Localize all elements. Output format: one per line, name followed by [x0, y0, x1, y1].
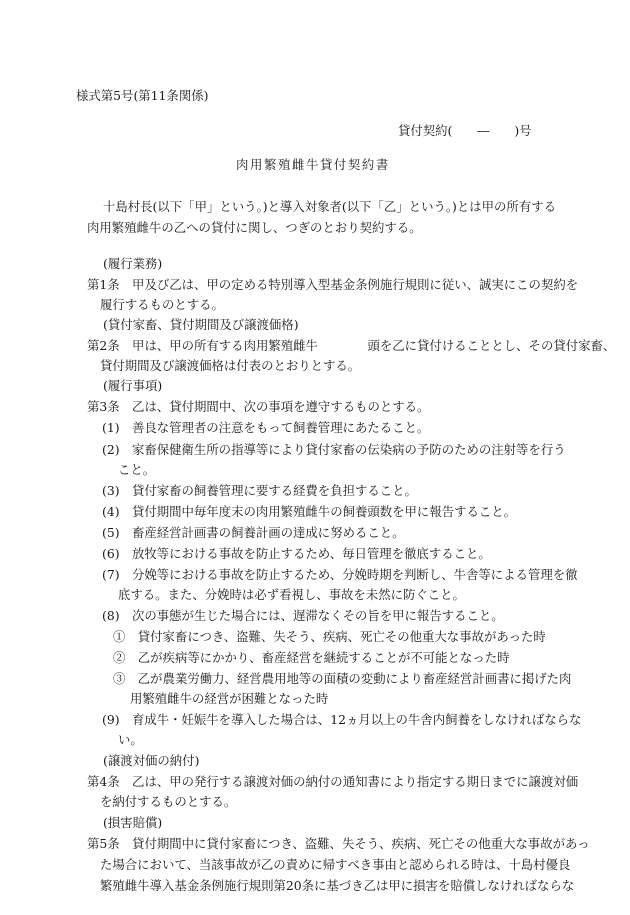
article-4-cont: を納付するものとする。 — [100, 794, 237, 809]
article-1: 第1条 甲及び乙は、甲の定める特別導入型基金条例施行規則に従い、誠実にこの契約を — [87, 277, 579, 292]
heading-performance: (履行業務) — [103, 256, 163, 271]
sub-item-3-cont: 用繁殖雌牛の経営が困難となった時 — [130, 691, 329, 706]
item-9: (9) 育成牛・妊娠牛を導入した場合は、12ヵ月以上の牛舎内飼養をしなければならな — [102, 712, 582, 727]
item-8: (8) 次の事態が生じた場合には、遅滞なくその旨を甲に報告すること。 — [102, 608, 504, 623]
article-2: 第2条 甲は、甲の所有する肉用繁殖雌牛 頭を乙に貸付けることとし、その貸付家畜、 — [87, 338, 616, 353]
heading-damages: (損害賠償) — [103, 815, 163, 830]
article-1-cont: 履行するものとする。 — [100, 297, 224, 312]
heading-payment: (譲渡対価の納付) — [103, 753, 200, 768]
item-4: (4) 貸付期間中毎年度末の肉用繁殖雌牛の飼養頭数を甲に報告すること。 — [102, 504, 517, 519]
contract-number: 貸付契約( ― )号 — [398, 123, 532, 138]
sub-item-1: ① 貸付家畜につき、盗難、失そう、疾病、死亡その他重大な事故があった時 — [113, 629, 546, 644]
article-5: 第5条 貸付期間中に貸付家畜につき、盗難、失そう、疾病、死亡その他重大な事故があっ — [87, 836, 590, 851]
document-title: 肉用繁殖雌牛貸付契約書 — [236, 157, 390, 172]
article-4: 第4条 乙は、甲の発行する譲渡対価の納付の通知書により指定する期日までに譲渡対価 — [87, 774, 579, 789]
article-2-cont: 貸付期間及び譲渡価格は付表のとおりとする。 — [100, 358, 361, 373]
item-3: (3) 貸付家畜の飼養管理に要する経費を負担すること。 — [102, 483, 417, 498]
article-3: 第3条 乙は、貸付期間中、次の事項を遵守するものとする。 — [87, 399, 430, 414]
preamble-line: 肉用繁殖雌牛の乙への貸付に関し、つぎのとおり契約する。 — [87, 220, 422, 235]
preamble-line: 十島村長(以下「甲」という。)と導入対象者(以下「乙」という。)とは甲の所有する — [103, 199, 556, 214]
item-6: (6) 放牧等における事故を防止するため、毎日管理を徹底すること。 — [102, 546, 491, 561]
sub-item-2: ② 乙が疾病等にかかり、畜産経営を継続することが不可能となった時 — [113, 650, 510, 665]
item-7-cont: 底する。また、分娩時は必ず看視し、事故を未然に防ぐこと。 — [118, 587, 465, 602]
item-2: (2) 家畜保健衛生所の指導等により貸付家畜の伝染病の予防のための注射等を行う — [102, 442, 566, 457]
heading-loan: (貸付家畜、貸付期間及び譲渡価格) — [103, 317, 299, 332]
item-5: (5) 畜産経営計画書の飼養計画の達成に努めること。 — [102, 525, 405, 540]
article-5-cont: た場合において、当該事故が乙の責めに帰すべき事由と認められる時は、十島村優良 — [100, 857, 571, 872]
article-5-cont: 繁殖雌牛導入基金条例施行規則第20条に基づき乙は甲に損害を賠償しなければならな — [100, 878, 575, 893]
form-number: 様式第5号(第11条関係) — [76, 88, 209, 103]
sub-item-3: ③ 乙が農業労働力、経営農用地等の面積の変動により畜産経営計画書に掲げた肉 — [113, 671, 572, 686]
item-2-cont: こと。 — [118, 462, 156, 477]
item-1: (1) 善良な管理者の注意をもって飼養管理にあたること。 — [102, 420, 430, 435]
item-9-cont: い。 — [118, 732, 143, 747]
item-7: (7) 分娩等における事故を防止するため、分娩時期を判断し、牛舎等による管理を徹 — [102, 567, 578, 582]
heading-obligations: (履行事項) — [103, 378, 163, 393]
